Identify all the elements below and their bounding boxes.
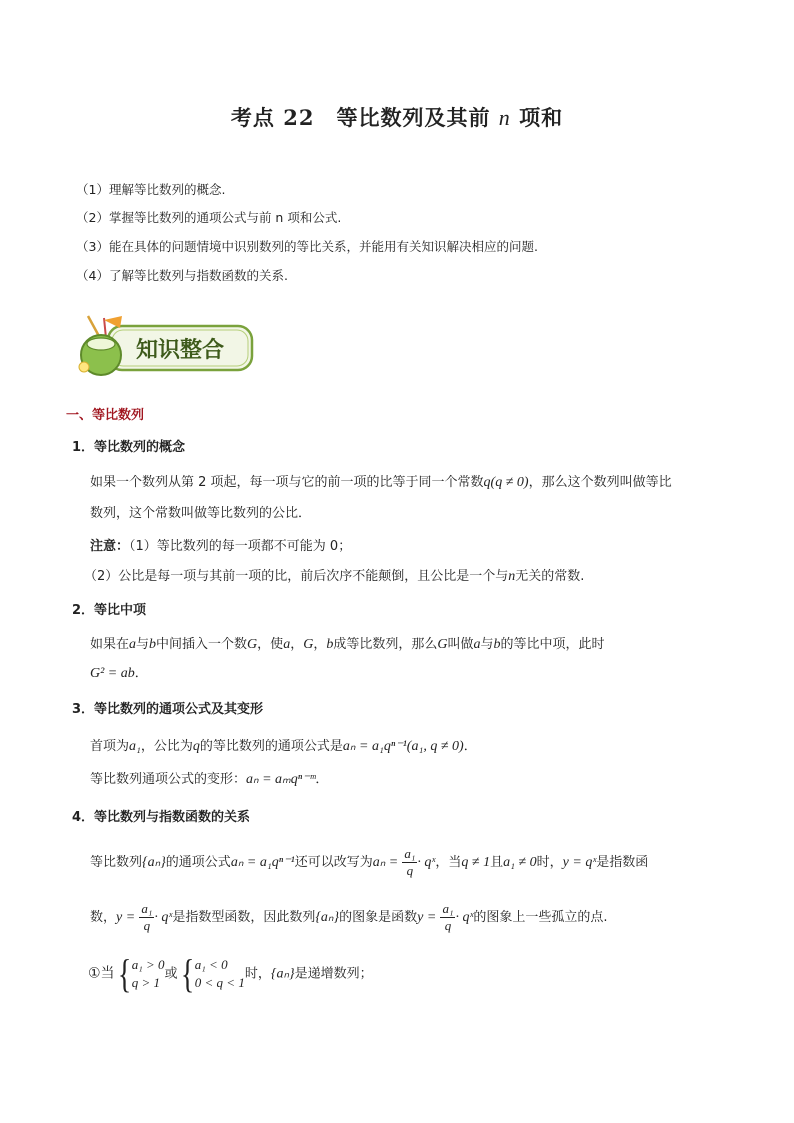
flower-icon: [79, 362, 89, 372]
note-1: 注意：（1）等比数列的每一项都不可能为 0；: [90, 539, 352, 554]
section-heading: 一、等比数列: [66, 408, 145, 423]
paragraph-3b: 等比数列通项公式的变形：aₙ = aₘqⁿ⁻ᵐ．: [90, 772, 329, 787]
paragraph-4a: 等比数列{aₙ}的通项公式aₙ = a₁qⁿ⁻¹还可以改写为aₙ = $\frac{\text{a₁}}{q}$ · qˣ，当q ≠ 1且a₁ ≠ 0时，y = qˣ是指数函: [90, 846, 649, 878]
paragraph-1b: 数列，这个常数叫做等比数列的公比．: [90, 506, 312, 521]
svg-text:知识整合: 知识整合: [135, 337, 225, 363]
heading-2: 2．等比中项: [72, 603, 147, 618]
objective-1: （1）理解等比数列的概念.: [76, 182, 226, 197]
paragraph-2a: 如果在a与b中间插入一个数G，使a，G，b成等比数列，那么G叫做a与b的等比中项，此时: [90, 637, 605, 652]
objective-2: （2）掌握等比数列的通项公式与前 n 项和公式.: [76, 210, 342, 225]
paragraph-3a: 首项为a₁，公比为q的等比数列的通项公式是aₙ = a₁qⁿ⁻¹(a₁, q ≠ 0)．: [90, 739, 477, 754]
heading-3: 3．等比数列的通项公式及其变形: [72, 702, 264, 717]
heading-4: 4．等比数列与指数函数的关系: [72, 810, 251, 825]
case-1: a₁ > 0 q > 1: [131, 957, 165, 990]
paragraph-2b: G² = ab．: [90, 666, 148, 681]
umbrella-icon: [104, 316, 122, 328]
item-1: ①当{ a₁ > 0 q > 1 或{ a₁ < 0 0 < q < 1 时，{aₙ}是递增数列；: [88, 951, 373, 996]
note-2: （2）公比是每一项与其前一项的比，前后次序不能颠倒，且公比是一个与n无关的常数.: [84, 569, 585, 584]
case-2: a₁ < 0 0 < q < 1: [194, 957, 245, 990]
knowledge-badge: [74, 314, 256, 376]
heading-1: 1．等比数列的概念: [72, 440, 186, 455]
fraction-a1-over-q: $\frac{\text{a₁}}{q}$: [404, 846, 416, 878]
paragraph-4b: 数，y = $\frac{\text{a₁}}{q}$ · qˣ是指数型函数，因此数列{aₙ}的图象是函数y = $\frac{\text{a₁}}{q}$ · qˣ的图象上一些孤立的点.: [90, 901, 608, 933]
objective-4: （4）了解等比数列与指数函数的关系.: [76, 268, 288, 283]
paragraph-1a: 如果一个数列从第 2 项起，每一项与它的前一项的比等于同一个常数q(q ≠ 0)，那么这个数列叫做等比: [90, 475, 672, 490]
objective-3: （3）能在具体的问题情境中识别数列的等比关系，并能用有关知识解决相应的问题.: [76, 239, 538, 254]
page-title: 考点 22 等比数列及其前 n 项和: [230, 105, 564, 130]
